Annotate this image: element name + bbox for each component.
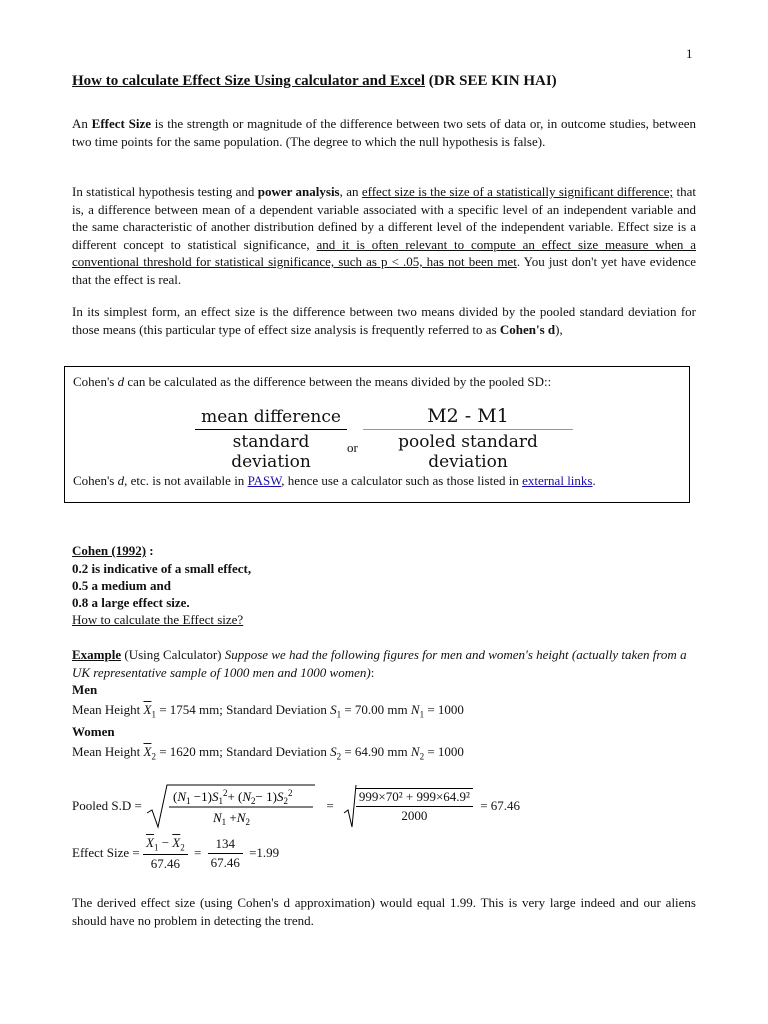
pooled-sd-numeric-den: 2000 bbox=[401, 808, 428, 823]
formula-pooled: M2 - M1 pooled standard deviation bbox=[363, 405, 573, 472]
example-intro: Example (Using Calculator) Suppose we had the following figures for men and women's height (actually taken from a UK representative sample of 1000 men and 1000 women): bbox=[72, 647, 687, 680]
pooled-sd-radical bbox=[145, 783, 317, 829]
term-power-analysis: power analysis bbox=[257, 184, 340, 199]
paragraph-definition: An Effect Size is the strength or magnitude of the difference between two sets of data or, in outcome studies, between two time points for the same population. (The degree to which the null hypothesis is false). bbox=[72, 116, 696, 149]
svg-text:(N1 −1)S12+ (N2− 1)S22: $(N_1 -1)S_1^2+ (N_2- 1)S_2^2$ bbox=[173, 788, 293, 806]
paragraph-simplest-form: In its simplest form, an effect size is the difference between two means divided by the pooled standard deviation for those means (this particular type of effect size analysis is frequently referred to as Cohen's d), bbox=[72, 304, 696, 337]
cohen-medium-effect: 0.5 a medium and bbox=[72, 578, 171, 593]
box-calculator-note: Cohen's d, etc. is not available in PASW, hence use a calculator such as those listed in external links. bbox=[73, 473, 596, 488]
title-author: (DR SEE KIN HAI) bbox=[425, 73, 557, 89]
men-heading: Men bbox=[72, 682, 98, 697]
pooled-sd-result: = 67.46 bbox=[480, 798, 521, 813]
formula-mean-difference: mean difference standard deviation bbox=[195, 407, 347, 472]
page-number: 1 bbox=[686, 46, 693, 61]
effect-size-equation: Effect Size = $\frac{\overline{X}_1 - \overline{X}_2}{67.46}$ = $\frac{134}{67.46}$ =1.99 bbox=[72, 835, 280, 871]
title-main: How to calculate Effect Size Using calculator and Excel bbox=[72, 73, 425, 89]
cohen-heading: Cohen (1992) : bbox=[72, 543, 154, 558]
pooled-sd-equation: Pooled S.D = $(N_1 -1)S_1^2+ (N_2- 1)S_2^2$ $N_1 +N_2$ = $\frac{\text{999×70² + 999×64.9²}}{2000}$ = 67.46 bbox=[72, 783, 520, 829]
term-cohens-d: Cohen's d bbox=[499, 321, 556, 337]
conclusion-paragraph: The derived effect size (using Cohen's d approximation) would equal 1.99. This is very large indeed and our aliens should have no problem in detecting the trend. bbox=[72, 895, 696, 928]
document-title bbox=[72, 73, 557, 90]
paragraph-hypothesis-testing: In statistical hypothesis testing and power analysis, an effect size is the size of a statistically significant difference; that is, a difference between mean of a dependent variable associated with a specific level of an independent variable and the same characteristic of another distribution defined by a different level of the independent variable. Effect size is a different concept to statistical significance, and it is often relevant to compute an effect size measure when a conventional threshold for statistical significance, such as p < .05, has not been met. You just don't yet have evidence that the effect is real. bbox=[72, 184, 696, 287]
box-intro: Cohen's d can be calculated as the difference between the means divided by the pooled SD:: bbox=[73, 374, 552, 389]
term-effect-size: Effect Size bbox=[91, 116, 152, 131]
formula-or: or bbox=[347, 440, 358, 455]
how-to-calculate-link[interactable]: How to calculate the Effect size? bbox=[72, 612, 244, 627]
pooled-sd-radical-numeric bbox=[343, 783, 357, 829]
cohens-d-formula-box bbox=[64, 366, 690, 503]
women-heading: Women bbox=[72, 724, 115, 739]
example-label: Example bbox=[72, 647, 122, 662]
effect-size-symbolic: $\frac{\overline{X}_1 - \overline{X}_2}{67.46}$ bbox=[143, 835, 188, 872]
pooled-sd-numeric-num: 999×70² + 999×64.9² bbox=[356, 789, 473, 807]
women-statistics: Mean Height $\overline{X}_2 = 1620$ mm; Standard Deviation $S_2 = 64.90$ mm $N_2 = 1000$ bbox=[72, 744, 464, 762]
effect-size-result: =1.99 bbox=[249, 845, 280, 861]
cohen-small-effect: 0.2 is indicative of a small effect, bbox=[72, 561, 252, 576]
external-links-link[interactable]: external links bbox=[522, 473, 593, 488]
svg-text:N1 +N2: $N_1 +N_2$ bbox=[213, 810, 250, 827]
effect-size-numeric: $\frac{134}{67.46}$ bbox=[208, 836, 243, 871]
pasw-link[interactable]: PASW bbox=[247, 473, 282, 488]
pooled-sd-symbolic bbox=[145, 783, 317, 829]
men-statistics: Mean Height $\overline{X}_1 = 1754$ mm; Standard Deviation $S_1 = 70.00$ mm $N_1 = 1000$ bbox=[72, 702, 464, 720]
cohen-large-effect: 0.8 a large effect size. bbox=[72, 595, 190, 610]
